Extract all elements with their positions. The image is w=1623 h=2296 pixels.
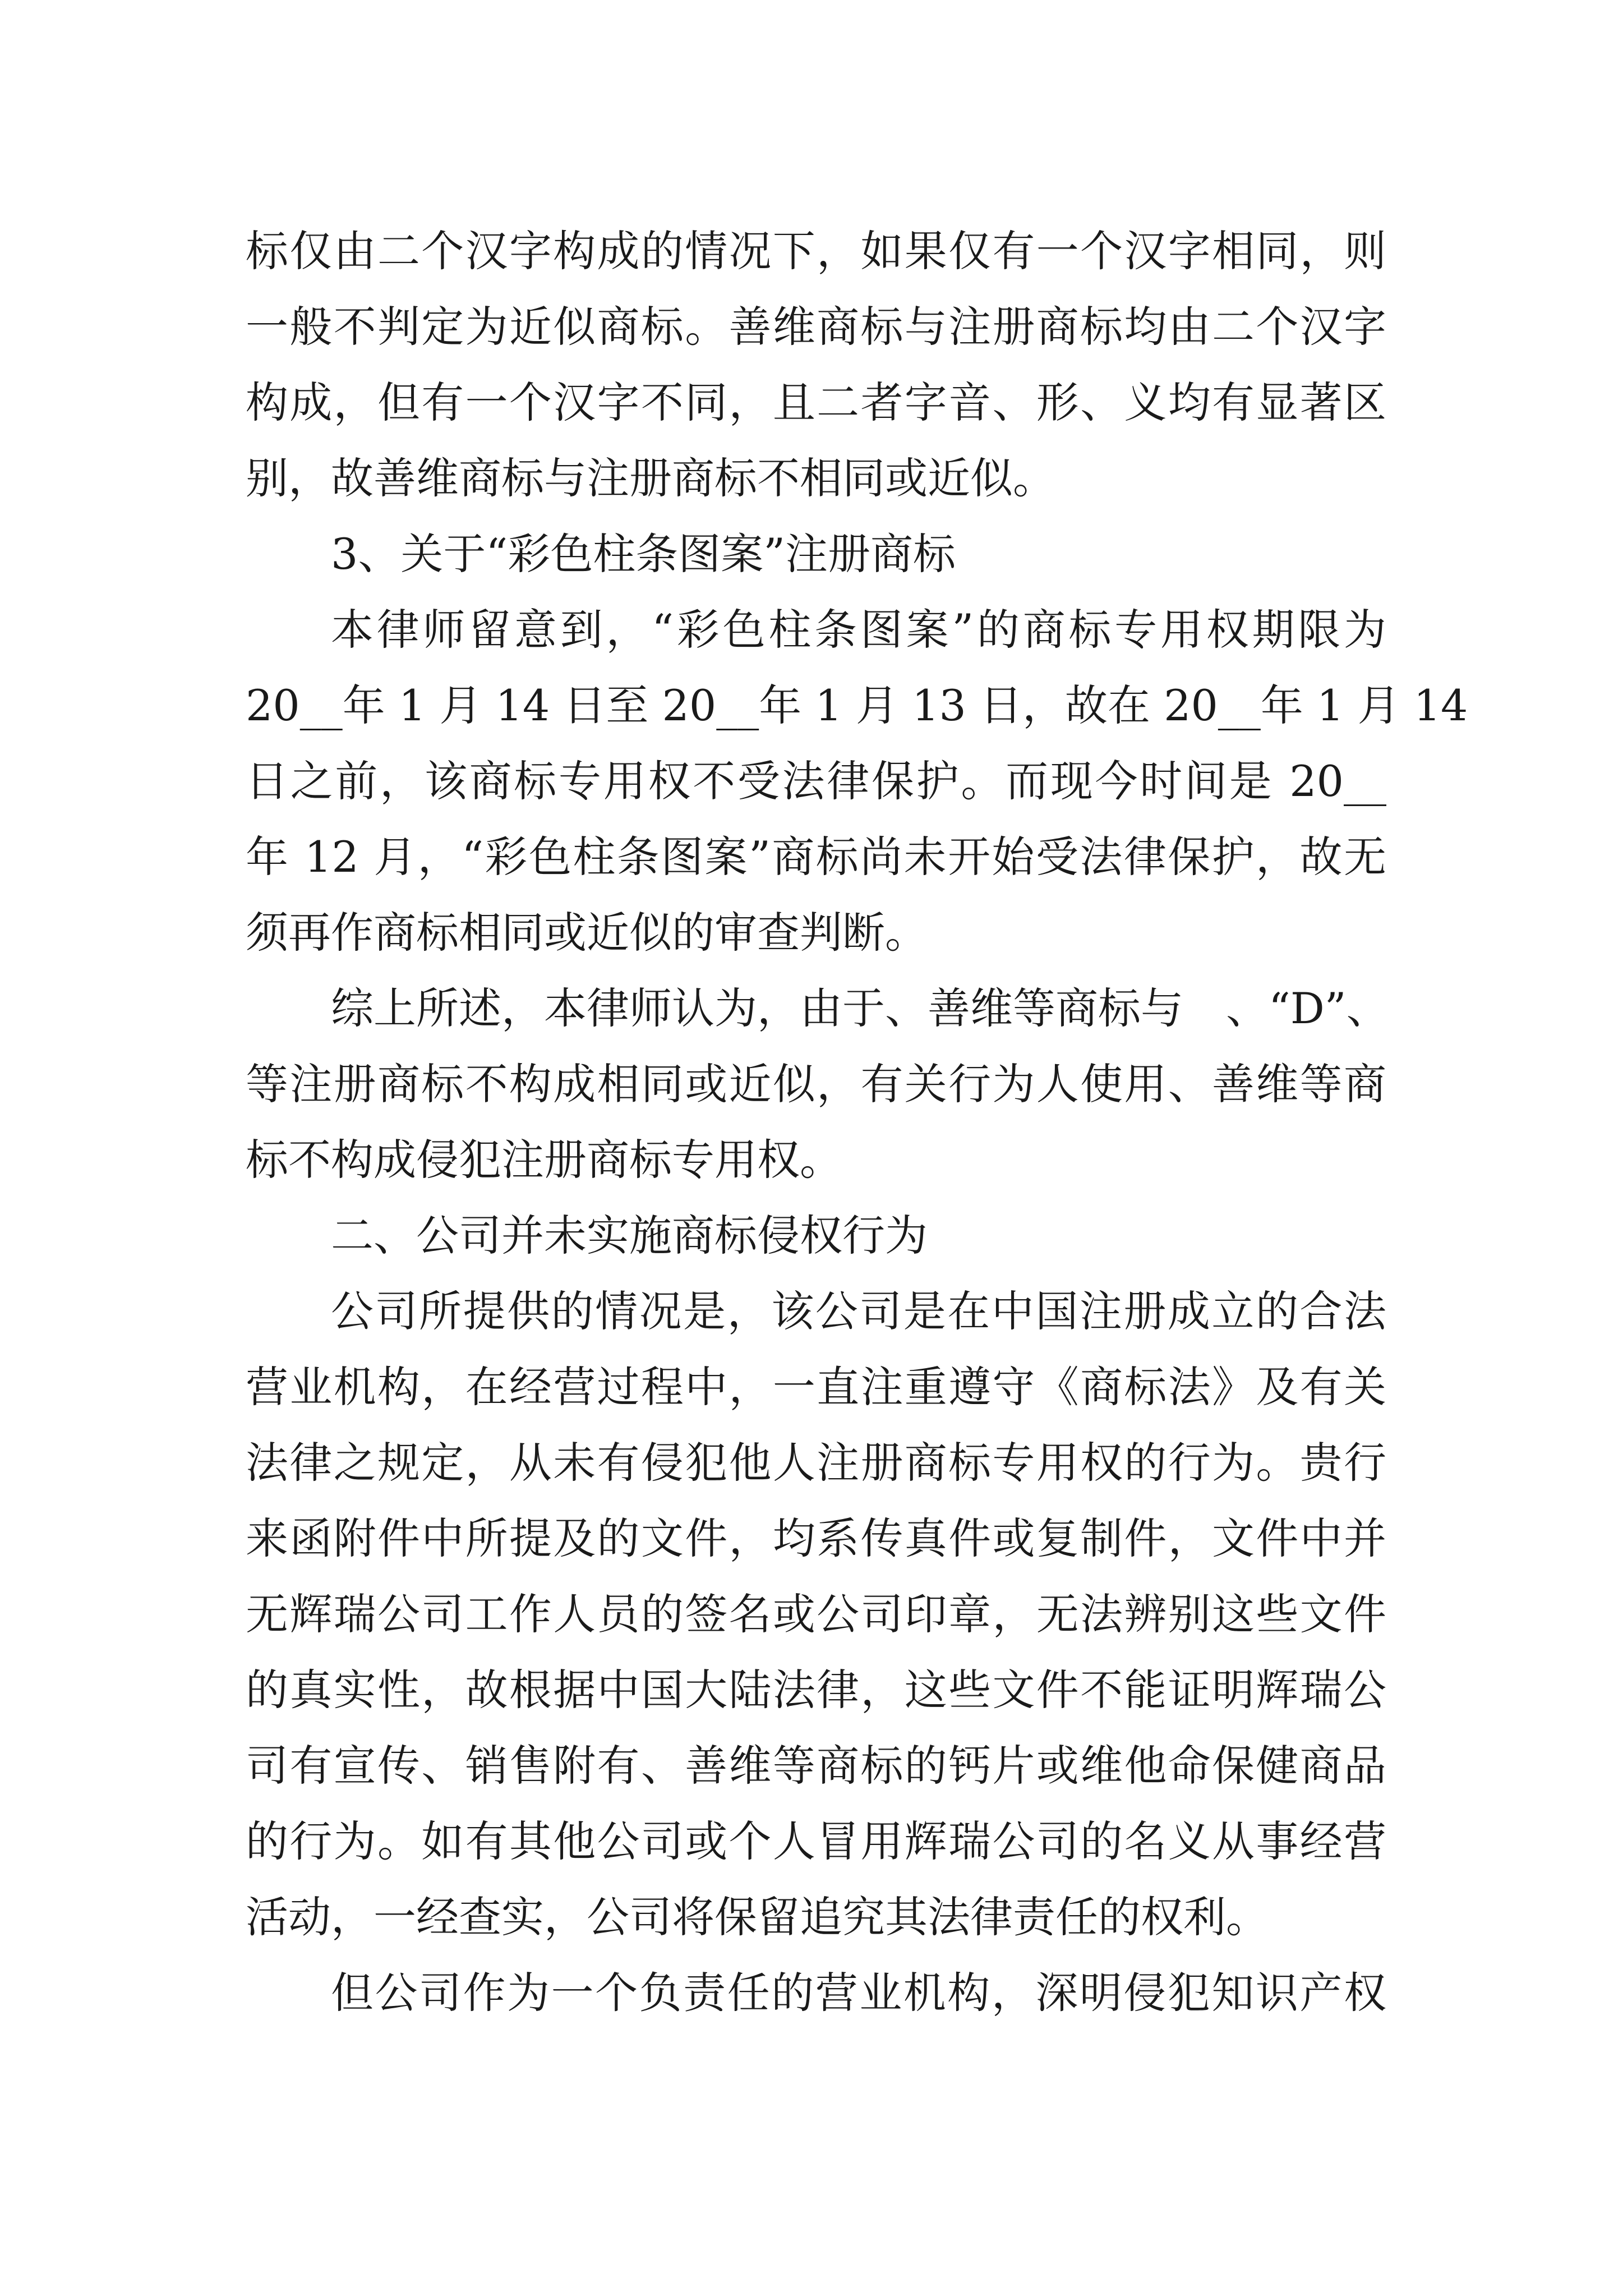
text-line: 营业机构，在经营过程中，一直注重遵守《商标法》及有关 <box>246 1362 1386 1412</box>
text-line: 公司所提供的情况是，该公司是在中国注册成立的合法 <box>331 1286 1386 1336</box>
text-line: 构成，但有一个汉字不同，且二者字音、形、义均有显著区 <box>246 378 1386 427</box>
text-line: 日之前，该商标专用权不受法律保护。而现今时间是 20__ <box>246 756 1386 806</box>
text-line: 来函附件中所提及的文件，均系传真件或复制件，文件中并 <box>246 1513 1386 1563</box>
text-line: 法律之规定，从未有侵犯他人注册商标专用权的行为。贵行 <box>246 1438 1386 1488</box>
text-line: 但公司作为一个负责任的营业机构，深明侵犯知识产权 <box>331 1968 1386 2018</box>
text-line: 综上所述，本律师认为，由于、善维等商标与 、“D”、 <box>331 983 1389 1033</box>
text-line: 别，故善维商标与注册商标不相同或近似。 <box>246 453 1055 503</box>
document-body <box>246 213 1468 2031</box>
section-heading: 3、关于“彩色柱条图案”注册商标 <box>331 529 956 579</box>
text-line: 活动，一经查实，公司将保留追究其法律责任的权利。 <box>246 1892 1269 1942</box>
text-line: 标不构成侵犯注册商标专用权。 <box>246 1135 842 1185</box>
text-line: 的行为。如有其他公司或个人冒用辉瑞公司的名义从事经营 <box>246 1816 1386 1866</box>
text-line: 的真实性，故根据中国大陆法律，这些文件不能证明辉瑞公 <box>246 1665 1386 1715</box>
section-heading: 二、公司并未实施商标侵权行为 <box>331 1211 928 1260</box>
text-line: 本律师留意到，“彩色柱条图案”的商标专用权期限为 <box>331 605 1386 655</box>
text-line: 标仅由二个汉字构成的情况下，如果仅有一个汉字相同，则 <box>246 226 1386 276</box>
text-line: 20__年 1 月 14 日至 20__年 1 月 13 日，故在 20__年 1 月 14 <box>246 680 1468 730</box>
text-line: 等注册商标不构成相同或近似，有关行为人使用、善维等商 <box>246 1059 1386 1109</box>
text-line: 一般不判定为近似商标。善维商标与注册商标均由二个汉字 <box>246 302 1386 352</box>
text-line: 年 12 月，“彩色柱条图案”商标尚未开始受法律保护，故无 <box>246 832 1386 882</box>
text-line: 无辉瑞公司工作人员的签名或公司印章，无法辨别这些文件 <box>246 1589 1386 1639</box>
text-line: 须再作商标相同或近似的审查判断。 <box>246 908 928 958</box>
text-line: 司有宣传、销售附有、善维等商标的钙片或维他命保健商品 <box>246 1741 1386 1791</box>
